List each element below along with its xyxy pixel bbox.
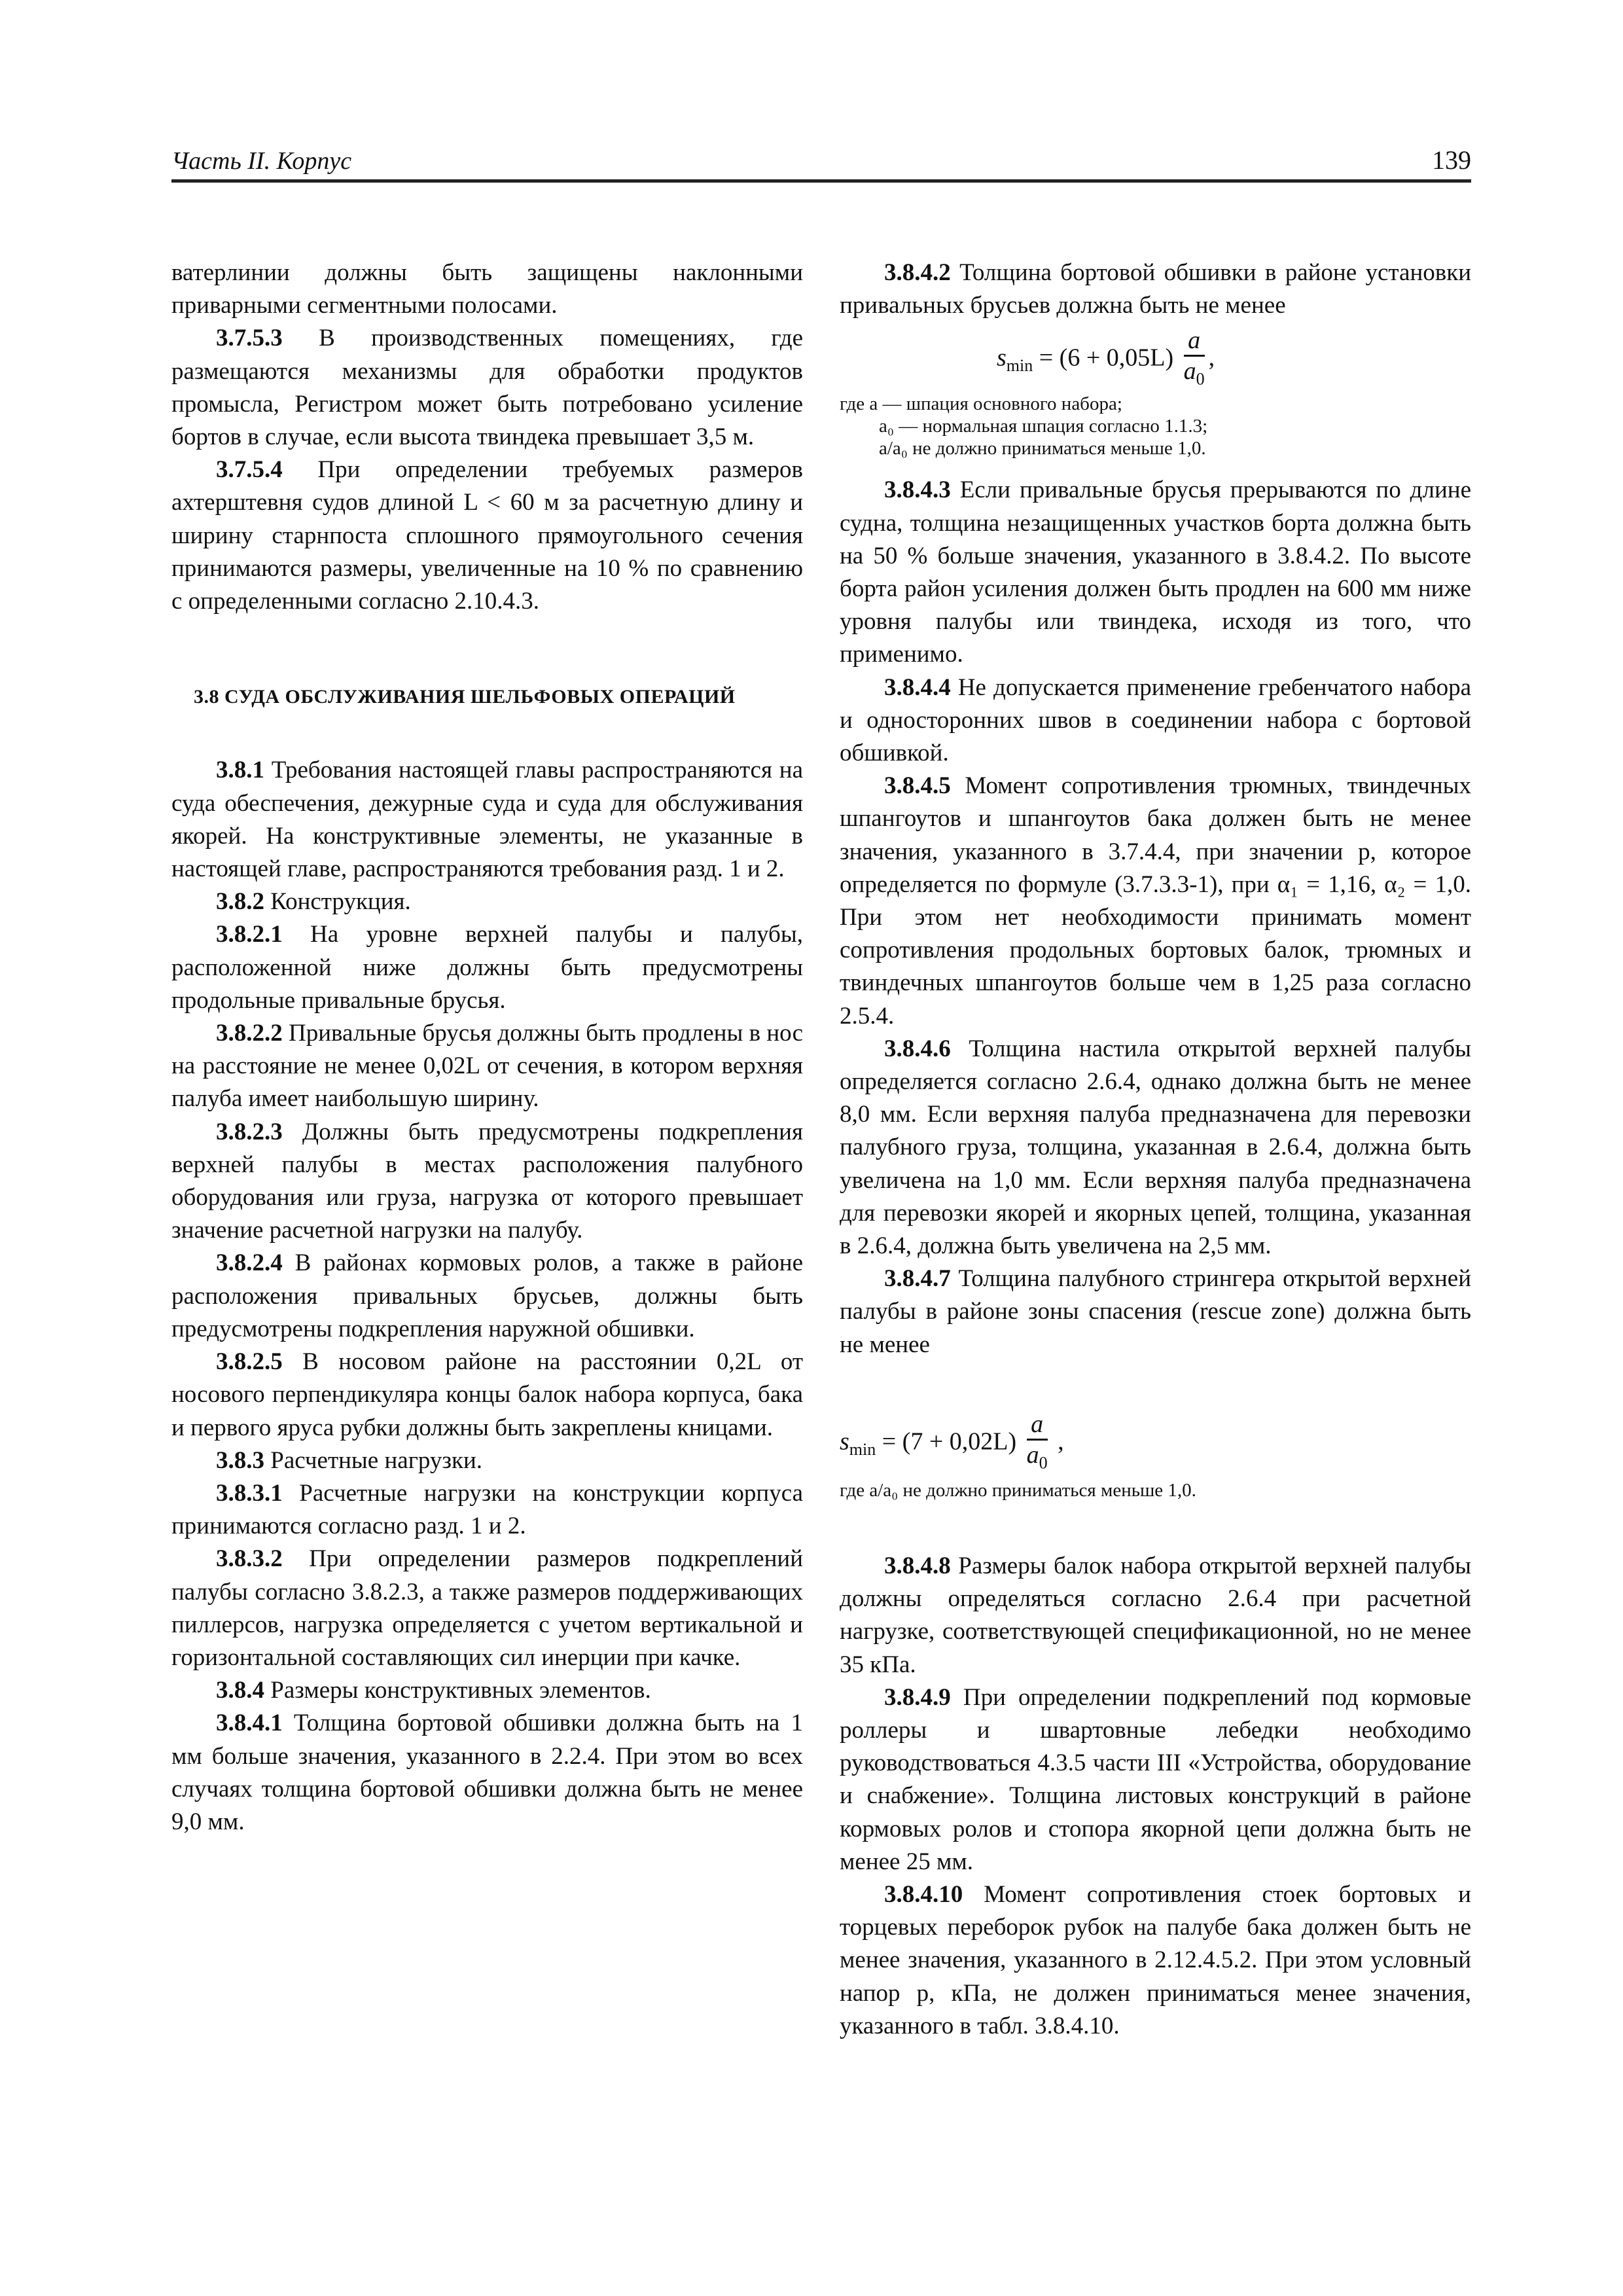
paragraph: 3.8.2.3 Должны быть предусмотрены подкрепления верхней палубы в местах расположения палубного оборудования или груза, нагрузка от которого превышает значение расчетной нагрузки на палубу.: [171, 1118, 803, 1244]
left-column: [171, 257, 803, 1839]
right-column: [840, 257, 1471, 2043]
paragraph: 3.8.4.3 Если привальные брусья прерываются по длине судна, толщина незащищенных участков борта должна быть на 50 % больше значения, указанного в 3.8.4.2. По высоте борта район усиления должен быть продлен на 600 мм ниже уровня палубы или твиндека, исходя из того, что применимо.: [840, 476, 1471, 668]
clause-number: 3.8.4.6: [884, 1035, 951, 1062]
fraction: $\frac{a}{a_0}$: [1183, 327, 1205, 389]
clause-number: 3.8.4.2: [884, 259, 951, 286]
clause-number: 3.8.3.2: [216, 1545, 283, 1573]
clause-number: 3.8.3.1: [216, 1479, 283, 1507]
clause-number: 3.8.2.2: [216, 1020, 283, 1047]
clause-number: 3.8.4.9: [884, 1683, 951, 1711]
paragraph: 3.8.2.5 В носовом районе на расстоянии 0,2L от носового перпендикуляра концы балок набора корпуса, бака и первого яруса рубки должны быть закреплены кницами.: [171, 1348, 803, 1441]
clause-number: 3.8.4.1: [216, 1710, 283, 1737]
fraction: $\frac{a}{a_0}$: [1026, 1410, 1048, 1473]
paragraph: 3.8.4.6 Толщина настила открытой верхней палубы определяется согласно 2.6.4, однако должна быть не менее 8,0 мм. Если верхняя палуба предназначена для перевозки палубного груза, толщина, указанная в 2.6.4, должна быть увеличена на 1,0 мм. Если верхняя палуба предназначена для перевозки якорей и якорных цепей, толщина, указанная в 2.6.4, должна быть увеличена на 2,5 мм.: [840, 1035, 1471, 1260]
clause-number: 3.8.4.10: [884, 1880, 963, 1908]
page-number: 139: [1432, 145, 1471, 175]
paragraph: 3.8.3.1 Расчетные нагрузки на конструкции корпуса принимаются согласно разд. 1 и 2.: [171, 1479, 803, 1540]
paragraph: 3.8.1 Требования настоящей главы распространяются на суда обеспечения, дежурные суда и суда для обслуживания якорей. На конструктивные элементы, не указанные в настоящей главе, распространяются требования разд. 1 и 2.: [171, 757, 803, 883]
paragraph: 3.8.4.9 При определении подкреплений под кормовые роллеры и швартовные лебедки необходимо руководствоваться 4.3.5 части III «Устройства, оборудование и снабжение». Толщина листовых конструкций в районе кормовых ролов и стопора якорной цепи должна быть не менее 25 мм.: [840, 1683, 1471, 1875]
clause-number: 3.8.2.5: [216, 1348, 283, 1376]
clause-number: 3.8.4.8: [884, 1552, 951, 1579]
paragraph: 3.8.4.4 Не допускается применение гребенчатого набора и односторонних швов в соединении набора с бортовой обшивкой.: [840, 673, 1471, 767]
paragraph: 3.8.4.8 Размеры балок набора открытой верхней палубы должны определяться согласно 2.6.4 при расчетной нагрузке, соответствующей спецификационной, но не менее 35 кПа.: [840, 1552, 1471, 1678]
clause-number: 3.8.4.4: [884, 673, 951, 701]
section-heading: 3.8 СУДА ОБСЛУЖИВАНИЯ ШЕЛЬФОВЫХ ОПЕРАЦИЙ: [194, 686, 736, 708]
paragraph: 3.8.4.2 Толщина бортовой обшивки в районе установки привальных брусьев должна быть не менее: [840, 259, 1471, 319]
clause-number: 3.8.3: [216, 1446, 264, 1474]
clause-number: 3.8.2.1: [216, 921, 283, 948]
paragraph: 3.8.2.1 На уровне верхней палубы и палубы, расположенной ниже должны быть предусмотрены продольные привальные брусья.: [171, 921, 803, 1014]
formula-legend: где a — шпация основного набора; a₀ — нормальная шпация согласно 1.1.3; a/a₀ не должно приниматься меньше 1,0.: [840, 393, 1208, 459]
paragraph: 3.7.5.3 В производственных помещениях, где размещаются механизмы для обработки продуктов промысла, Регистром может быть потребовано усиление бортов в случае, если высота твиндека превышает 3,5 м.: [171, 325, 803, 451]
clause-number: 3.8.4.5: [884, 772, 951, 800]
running-title: Часть II. Корпус: [171, 147, 352, 175]
clause-number: 3.8.4: [216, 1677, 264, 1704]
clause-number: 3.8.2.3: [216, 1118, 283, 1145]
paragraph: 3.8.3 Расчетные нагрузки.: [216, 1446, 483, 1474]
paragraph: 3.8.2.2 Привальные брусья должны быть продлены в нос на расстояние не менее 0,02L от сечения, в котором верхняя палуба имеет наибольшую ширину.: [171, 1020, 803, 1113]
paragraph: 3.8.4.5 Момент сопротивления трюмных, твиндечных шпангоутов и шпангоутов бака должен быть не менее значения, указанного в 3.7.4.4, при значении p, которое определяется по формуле (3.7.3.3-1), при α₁ = 1,16, α₂ = 1,0. При этом нет необходимости принимать момент сопротивления продольных бортовых балок, трюмных и твиндечных шпангоутов больше чем в 1,25 раза согласно 2.5.4.: [840, 772, 1471, 1030]
formula-smin-stringer: $s_{min} = (7 + 0,02L)$ $\frac{a}{a_0}$ ,: [840, 1406, 1471, 1477]
paragraph: 3.8.2 Конструкция.: [216, 888, 411, 916]
page-header: [171, 143, 1471, 183]
formula-legend: где a/a₀ не должно приниматься меньше 1,0.: [840, 1479, 1196, 1501]
formula-smin-side: $s_{min} = (6 + 0,05L)$ $\frac{a}{a_0}$ ,: [840, 322, 1471, 393]
paragraph: 3.8.4 Размеры конструктивных элементов.: [216, 1677, 651, 1704]
paragraph: 3.8.4.7 Толщина палубного стрингера открытой верхней палубы в районе зоны спасения (rescue zone) должна быть не менее: [840, 1265, 1471, 1358]
paragraph: 3.8.4.1 Толщина бортовой обшивки должна быть на 1 мм больше значения, указанного в 2.2.4. При этом во всех случаях толщина бортовой обшивки должна быть не менее 9,0 мм.: [171, 1710, 803, 1835]
clause-number: 3.8.2.4: [216, 1249, 283, 1277]
clause-number: 3.8.1: [216, 757, 264, 784]
clause-number: 3.8.4.7: [884, 1265, 951, 1293]
paragraph: 3.8.3.2 При определении размеров подкреплений палубы согласно 3.8.2.3, а также размеров поддерживающих пиллерсов, нагрузка определяется с учетом вертикальной и горизонтальной составляющих сил инерции при качке.: [171, 1545, 803, 1671]
paragraph: 3.7.5.4 При определении требуемых размеров ахтерштевня судов длиной L < 60 м за расчетную длину и ширину старнпоста сплошного прямоугольного сечения принимаются размеры, увеличенные на 10 % по сравнению с определенными согласно 2.10.4.3.: [171, 456, 803, 615]
paragraph: 3.8.2.4 В районах кормовых ролов, а также в районе расположения привальных брусьев, должны быть предусмотрены подкрепления наружной обшивки.: [171, 1249, 803, 1342]
clause-number: 3.8.2: [216, 888, 264, 916]
clause-number: 3.7.5.3: [216, 325, 283, 352]
paragraph: ватерлинии должны быть защищены наклонными приварными сегментными полосами.: [171, 259, 803, 319]
clause-number: 3.7.5.4: [216, 456, 283, 484]
paragraph: 3.8.4.10 Момент сопротивления стоек бортовых и торцевых переборок рубок на палубе бака должен быть не менее значения, указанного в 2.12.4.5.2. При этом условный напор p, кПа, не должен приниматься менее значения, указанного в табл. 3.8.4.10.: [840, 1880, 1471, 2039]
clause-number: 3.8.4.3: [884, 476, 951, 504]
